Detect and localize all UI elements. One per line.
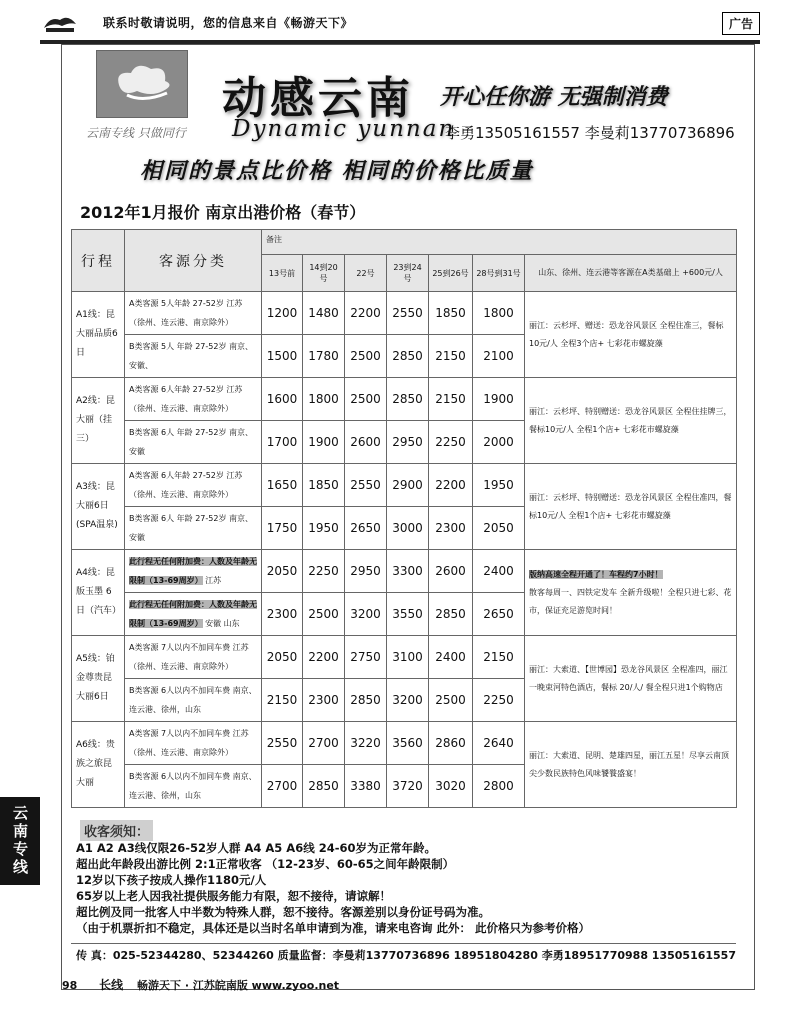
route-name: A4线：昆版玉墨 6 日（汽车）: [72, 550, 125, 636]
price-cell: 2650: [345, 507, 387, 550]
price-cell: 1480: [303, 292, 345, 335]
price-cell: 2850: [429, 593, 473, 636]
price-cell: 3720: [387, 765, 429, 808]
table-row: [72, 722, 737, 765]
price-cell: 2250: [473, 679, 525, 722]
price-cell: 3560: [387, 722, 429, 765]
price-cell: 2200: [429, 464, 473, 507]
source-highlight: 此行程无任何附加费：人数及年龄无限制（13-69周岁）: [129, 600, 257, 628]
price-table: [71, 229, 737, 808]
brand-motto: 云南专线 只做同行: [86, 126, 186, 140]
route-name: A1线：昆大丽品质6日: [72, 292, 125, 378]
source-type: A类客源 6人年龄 27-52岁 江苏（徐州、连云港、南京除外）: [125, 378, 262, 421]
price-cell: 2200: [303, 636, 345, 679]
price-cell: 2400: [473, 550, 525, 593]
brand-contacts: 李勇13505161557 李曼莉13770736896: [445, 124, 735, 142]
price-cell: 2050: [473, 507, 525, 550]
price-cell: 1650: [262, 464, 303, 507]
price-cell: 1900: [473, 378, 525, 421]
source-type: [125, 550, 262, 593]
price-cell: 2850: [387, 378, 429, 421]
fax-left: 传 真：025-52344280、52344260 质量监督：李曼莉13770736896 18951804280: [76, 949, 538, 962]
price-cell: 3100: [387, 636, 429, 679]
source-highlight: 此行程无任何附加费：人数及年龄无限制（13-69周岁）: [129, 557, 257, 585]
price-cell: 2300: [303, 679, 345, 722]
price-cell: 2250: [429, 421, 473, 464]
price-cell: 2750: [345, 636, 387, 679]
price-cell: 2500: [429, 679, 473, 722]
price-cell: 2300: [429, 507, 473, 550]
price-cell: 2900: [387, 464, 429, 507]
route-remark: 丽江：云杉坪、特别赠送：恐龙谷风景区 全程住挂牌三，餐标10元/人 全程1个店+ 七彩花市螺旋藻: [525, 378, 737, 464]
header-date-1: 13号前: [262, 255, 303, 292]
price-cell: 2700: [303, 722, 345, 765]
price-cell: 1850: [303, 464, 345, 507]
fax-right: 李勇18951770988 13505161557: [541, 949, 736, 962]
header-source: 客源分类: [125, 230, 262, 292]
footer-brand: 畅游天下 · 江苏皖南版 www.zyoo.net: [137, 979, 340, 992]
price-cell: 2550: [387, 292, 429, 335]
price-cell: 1850: [429, 292, 473, 335]
header-route: 行程: [72, 230, 125, 292]
header-date-6: 28号到31号: [473, 255, 525, 292]
route-remark: 丽江：大索道、【世博园】恐龙谷风景区 全程准四，丽江一晚束河特色酒店，餐标 20/人/ 餐全程只进1个购物店: [525, 636, 737, 722]
fax-divider: [71, 943, 736, 944]
price-cell: 2700: [262, 765, 303, 808]
price-cell: 2200: [345, 292, 387, 335]
ad-tag: 广告: [722, 12, 760, 35]
route-name: A2线：昆大丽（挂三）: [72, 378, 125, 464]
brand-english-name: Dynamic yunnan: [232, 116, 456, 142]
publisher-logo-icon: [40, 12, 80, 34]
notice-line: 65岁以上老人因我社提供服务能力有限，恕不接待，请谅解！: [76, 889, 392, 903]
notice-line: 超出此年龄段出游比例 2:1正常收客 （12-23岁、60-65之间年龄限制）: [76, 857, 455, 871]
header-remark: 山东、徐州、连云港等客源在A类基础上 +600元/人: [525, 255, 737, 292]
source-region: 江苏: [205, 576, 222, 585]
price-cell: 3300: [387, 550, 429, 593]
table-row: [72, 292, 737, 335]
price-cell: 1950: [473, 464, 525, 507]
fax-contact-line: [76, 947, 736, 963]
notice-line: 超比例及同一批客人中半数为特殊人群，恕不接待。客源差别以身份证号码为准。: [76, 905, 490, 919]
price-cell: 2150: [429, 335, 473, 378]
price-cell: 2300: [262, 593, 303, 636]
page-number: 98: [62, 979, 78, 992]
price-cell: 2000: [473, 421, 525, 464]
price-cell: 2150: [429, 378, 473, 421]
price-cell: 2250: [303, 550, 345, 593]
price-cell: 2950: [387, 421, 429, 464]
source-type: A类客源 7人以内不加同车费 江苏（徐州、连云港、南京除外）: [125, 636, 262, 679]
price-cell: 2500: [345, 335, 387, 378]
route-remark: 丽江：云杉坪、赠送：恐龙谷风景区 全程住准三，餐标10元/人 全程3个店+ 七彩花市螺旋藻: [525, 292, 737, 378]
source-type: B类客源 6人 年龄 27-52岁 南京、安徽: [125, 421, 262, 464]
section-label: 长线: [99, 978, 124, 992]
price-cell: 1900: [303, 421, 345, 464]
price-cell: 2400: [429, 636, 473, 679]
header-date-2: 14到20号: [303, 255, 345, 292]
price-cell: 3550: [387, 593, 429, 636]
price-cell: 1700: [262, 421, 303, 464]
price-cell: 2150: [473, 636, 525, 679]
source-type: B类客源 6人以内不加同车费 南京、连云港、徐州，山东: [125, 765, 262, 808]
cloud-logo-icon: [97, 51, 189, 119]
price-cell: 1800: [473, 292, 525, 335]
price-cell: 1800: [303, 378, 345, 421]
price-cell: 1500: [262, 335, 303, 378]
slogan-primary: 开心任你游 无强制消费: [440, 84, 668, 110]
price-cell: 2150: [262, 679, 303, 722]
price-cell: 1780: [303, 335, 345, 378]
price-cell: 1600: [262, 378, 303, 421]
price-cell: 3020: [429, 765, 473, 808]
price-cell: 3380: [345, 765, 387, 808]
brand-logo: [96, 50, 188, 118]
price-cell: 2500: [303, 593, 345, 636]
price-cell: 2650: [473, 593, 525, 636]
price-cell: 3220: [345, 722, 387, 765]
price-cell: 2050: [262, 550, 303, 593]
price-cell: 2050: [262, 636, 303, 679]
price-cell: 2600: [345, 421, 387, 464]
price-cell: 2550: [262, 722, 303, 765]
price-cell: 1750: [262, 507, 303, 550]
table-row: [72, 550, 737, 593]
remark-highlight: 版纳高速全程开通了！车程约7小时！: [529, 569, 663, 579]
price-list-title: 2012年1月报价 南京出港价格（春节）: [80, 203, 366, 222]
price-cell: 2640: [473, 722, 525, 765]
table-row: [72, 464, 737, 507]
notice-line: （由于机票折扣不稳定，具体还是以当时名单申请到为准，请来电咨询 此外： 此价格只为参考价格）: [76, 921, 591, 935]
source-type: A类客源 6人年龄 27-52岁 江苏（徐州、连云港、南京除外）: [125, 464, 262, 507]
source-type: B类客源 6人 年龄 27-52岁 南京、安徽: [125, 507, 262, 550]
route-remark: [525, 550, 737, 636]
price-cell: 2100: [473, 335, 525, 378]
price-cell: 1950: [303, 507, 345, 550]
price-cell: 1200: [262, 292, 303, 335]
section-side-tab: 云南专线: [0, 797, 40, 885]
price-cell: 3200: [387, 679, 429, 722]
price-cell: 2850: [387, 335, 429, 378]
price-cell: 2860: [429, 722, 473, 765]
route-name: A3线：昆大丽6日(SPA温泉): [72, 464, 125, 550]
price-cell: 2800: [473, 765, 525, 808]
source-type: [125, 593, 262, 636]
price-cell: 2950: [345, 550, 387, 593]
price-cell: 2850: [345, 679, 387, 722]
brand-title: 动感云南: [222, 73, 414, 124]
price-cell: 2500: [345, 378, 387, 421]
notice-line: A1 A2 A3线仅限26-52岁人群 A4 A5 A6线 24-60岁为正常年龄。: [76, 841, 436, 855]
source-type: A类客源 5人年龄 27-52岁 江苏（徐州、连云港、南京除外）: [125, 292, 262, 335]
top-bar: [0, 0, 800, 40]
route-name: A6线：贵族之旅昆大丽: [72, 722, 125, 808]
route-name: A5线：铂金尊贵昆大丽6日: [72, 636, 125, 722]
price-cell: 2600: [429, 550, 473, 593]
price-cell: 2850: [303, 765, 345, 808]
route-remark: 丽江：云杉坪、特别赠送：恐龙谷风景区 全程住准四，餐标10元/人 全程1个店+ 七彩花市螺旋藻: [525, 464, 737, 550]
table-row: [72, 378, 737, 421]
table-row: [72, 636, 737, 679]
source-region: 安徽 山东: [205, 619, 240, 628]
route-remark: 丽江：大索道、昆明、楚雄四星，丽江五星！尽享云南顶尖少数民族特色风味饕餮盛宴！: [525, 722, 737, 808]
source-type: B类客源 6人以内不加同车费 南京、连云港、徐州，山东: [125, 679, 262, 722]
slogan-secondary: 相同的景点比价格 相同的价格比质量: [140, 158, 534, 184]
remark-text: 散客每周一、四铁定发车 全新升级啦！全程只进七彩、花市，保证充足游览时间！: [529, 587, 732, 615]
header-note: 备注: [262, 230, 737, 255]
page-footer: [62, 976, 339, 993]
header-date-4: 23到24号: [387, 255, 429, 292]
price-cell: 3000: [387, 507, 429, 550]
notice-heading: 收客须知：: [80, 820, 153, 841]
source-type: B类客源 5人 年龄 27-52岁 南京、安徽、: [125, 335, 262, 378]
price-cell: 2550: [345, 464, 387, 507]
price-cell: 3200: [345, 593, 387, 636]
notice-list: [76, 840, 590, 936]
source-type: A类客源 7人以内不加同车费 江苏（徐州、连云港、南京除外）: [125, 722, 262, 765]
source-notice: 联系时敬请说明，您的信息来自《畅游天下》: [103, 16, 354, 30]
notice-line: 12岁以下孩子按成人操作1180元/人: [76, 873, 267, 887]
header-date-3: 22号: [345, 255, 387, 292]
header-date-5: 25到26号: [429, 255, 473, 292]
